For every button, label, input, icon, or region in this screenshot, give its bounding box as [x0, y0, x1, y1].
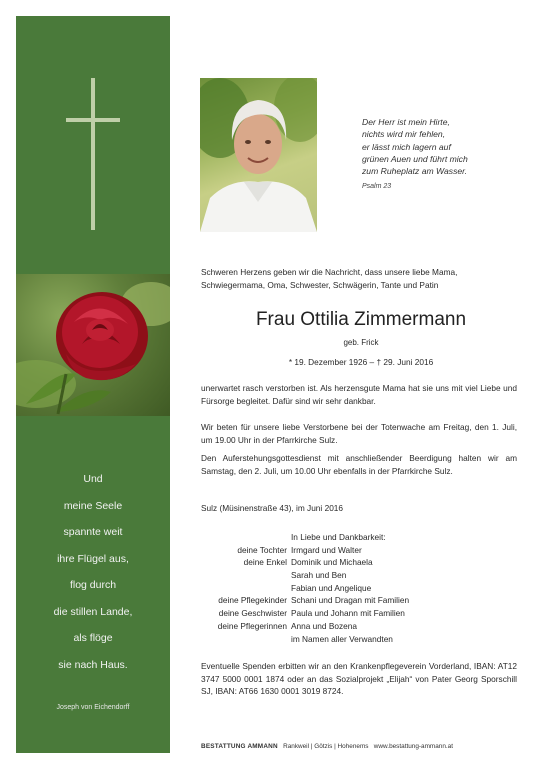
poem-line: die stillen Lande,: [53, 605, 133, 618]
family-names: Irmgard und Walter: [291, 544, 362, 555]
intro-text: Schweren Herzens geben wir die Nachricht, dass unsere liebe Mama, Schwiegermama, Oma, Schwester, Schwägerin, Tante und Patin: [201, 267, 458, 290]
poem-line: flog durch: [69, 579, 117, 591]
poem: [16, 466, 170, 678]
quote-source: Psalm 23: [362, 183, 392, 190]
rose-image: [16, 274, 170, 416]
poem-line: sie nach Haus.: [58, 658, 128, 671]
poem-line: ihre Flügel aus,: [57, 552, 129, 565]
donation-text: Eventuelle Spenden erbitten wir an den Krankenpflegeverein Vorderland, IBAN: AT12 3747 5000 0001 1874 oder an das Sozialprojekt „Elijah“ von Pater Georg Sporschill SJ, IBAN: AT66 1630 0001 3019 8724.: [201, 661, 517, 696]
family-names: Anna und Bozena: [291, 620, 357, 631]
family-row: [201, 633, 521, 646]
family-row: [201, 620, 521, 633]
family-row: [201, 544, 521, 557]
family-relation: deine Pflegekinder: [218, 595, 287, 606]
paragraph-passing: unerwartet rasch verstorben ist. Als herzensgute Mama hat sie uns mit viel Liebe und Fürsorge begleitet. Dafür sind wir sehr dankbar.: [201, 383, 517, 406]
bible-quote: [362, 116, 512, 177]
family-names: Schani und Dragan mit Familien: [291, 595, 410, 606]
quote-line: Der Herr ist mein Hirte,: [362, 117, 450, 127]
cross-icon-bar: [66, 118, 120, 122]
quote-line: nichts wird mir fehlen,: [362, 129, 446, 140]
family-row: [201, 582, 521, 595]
poem-line: Und: [83, 473, 103, 485]
family-row: [201, 594, 521, 607]
family-row: [201, 607, 521, 620]
cross-icon: [91, 78, 95, 230]
poem-line: meine Seele: [63, 499, 123, 512]
quote-line: er lässt mich lagern auf: [362, 141, 451, 152]
footer-locations: Rankweil | Götzis | Hohenems: [283, 743, 369, 750]
family-relation: deine Pflegerinnen: [217, 620, 287, 631]
family-relation: deine Tochter: [237, 544, 287, 555]
birth-name: geb. Frick: [343, 338, 379, 347]
family-row: [201, 569, 521, 582]
family-names: Sarah und Ben: [291, 570, 347, 581]
family-row: [201, 531, 521, 544]
life-dates: * 19. Dezember 1926 – † 29. Juni 2016: [288, 357, 434, 367]
family-names: In Liebe und Dankbarkeit:: [291, 532, 386, 542]
family-relation: deine Geschwister: [218, 608, 287, 619]
quote-line: grünen Auen und führt mich: [362, 153, 468, 164]
paragraph-wake: Wir beten für unsere liebe Verstorbene bei der Totenwache am Freitag, den 1. Juli, um 19.00 Uhr in der Pfarrkirche Sulz.: [201, 422, 517, 445]
footer-brand: BESTATTUNG AMMANN: [201, 743, 278, 750]
green-side-band: [16, 16, 170, 753]
paragraph-funeral: Den Auferstehungsgottesdienst mit anschließender Beerdigung halten wir am Samstag, den 2. Juli, um 10.00 Uhr ebenfalls in der Pfarrkirche Sulz.: [201, 453, 517, 476]
poem-author: Joseph von Eichendorff: [56, 704, 130, 711]
poem-line: als flöge: [73, 632, 113, 644]
family-names: Dominik und Michaela: [291, 557, 373, 568]
family-names: im Namen aller Verwandten: [291, 633, 393, 644]
deceased-name: Frau Ottilia Zimmermann: [255, 309, 467, 330]
poem-line: spannte weit: [63, 526, 123, 538]
footer: [201, 743, 453, 750]
footer-website[interactable]: www.bestattung-ammann.at: [373, 743, 454, 750]
family-row: [201, 556, 521, 569]
family-names: Fabian und Angelique: [291, 582, 372, 593]
family-relation: deine Enkel: [243, 557, 287, 568]
portrait-photo: [200, 78, 317, 232]
family-list: [201, 531, 521, 645]
place-date: Sulz (Müsinenstraße 43), im Juni 2016: [201, 503, 344, 513]
quote-line: zum Ruheplatz am Wasser.: [362, 166, 468, 177]
family-names: Paula und Johann mit Familien: [291, 608, 405, 619]
